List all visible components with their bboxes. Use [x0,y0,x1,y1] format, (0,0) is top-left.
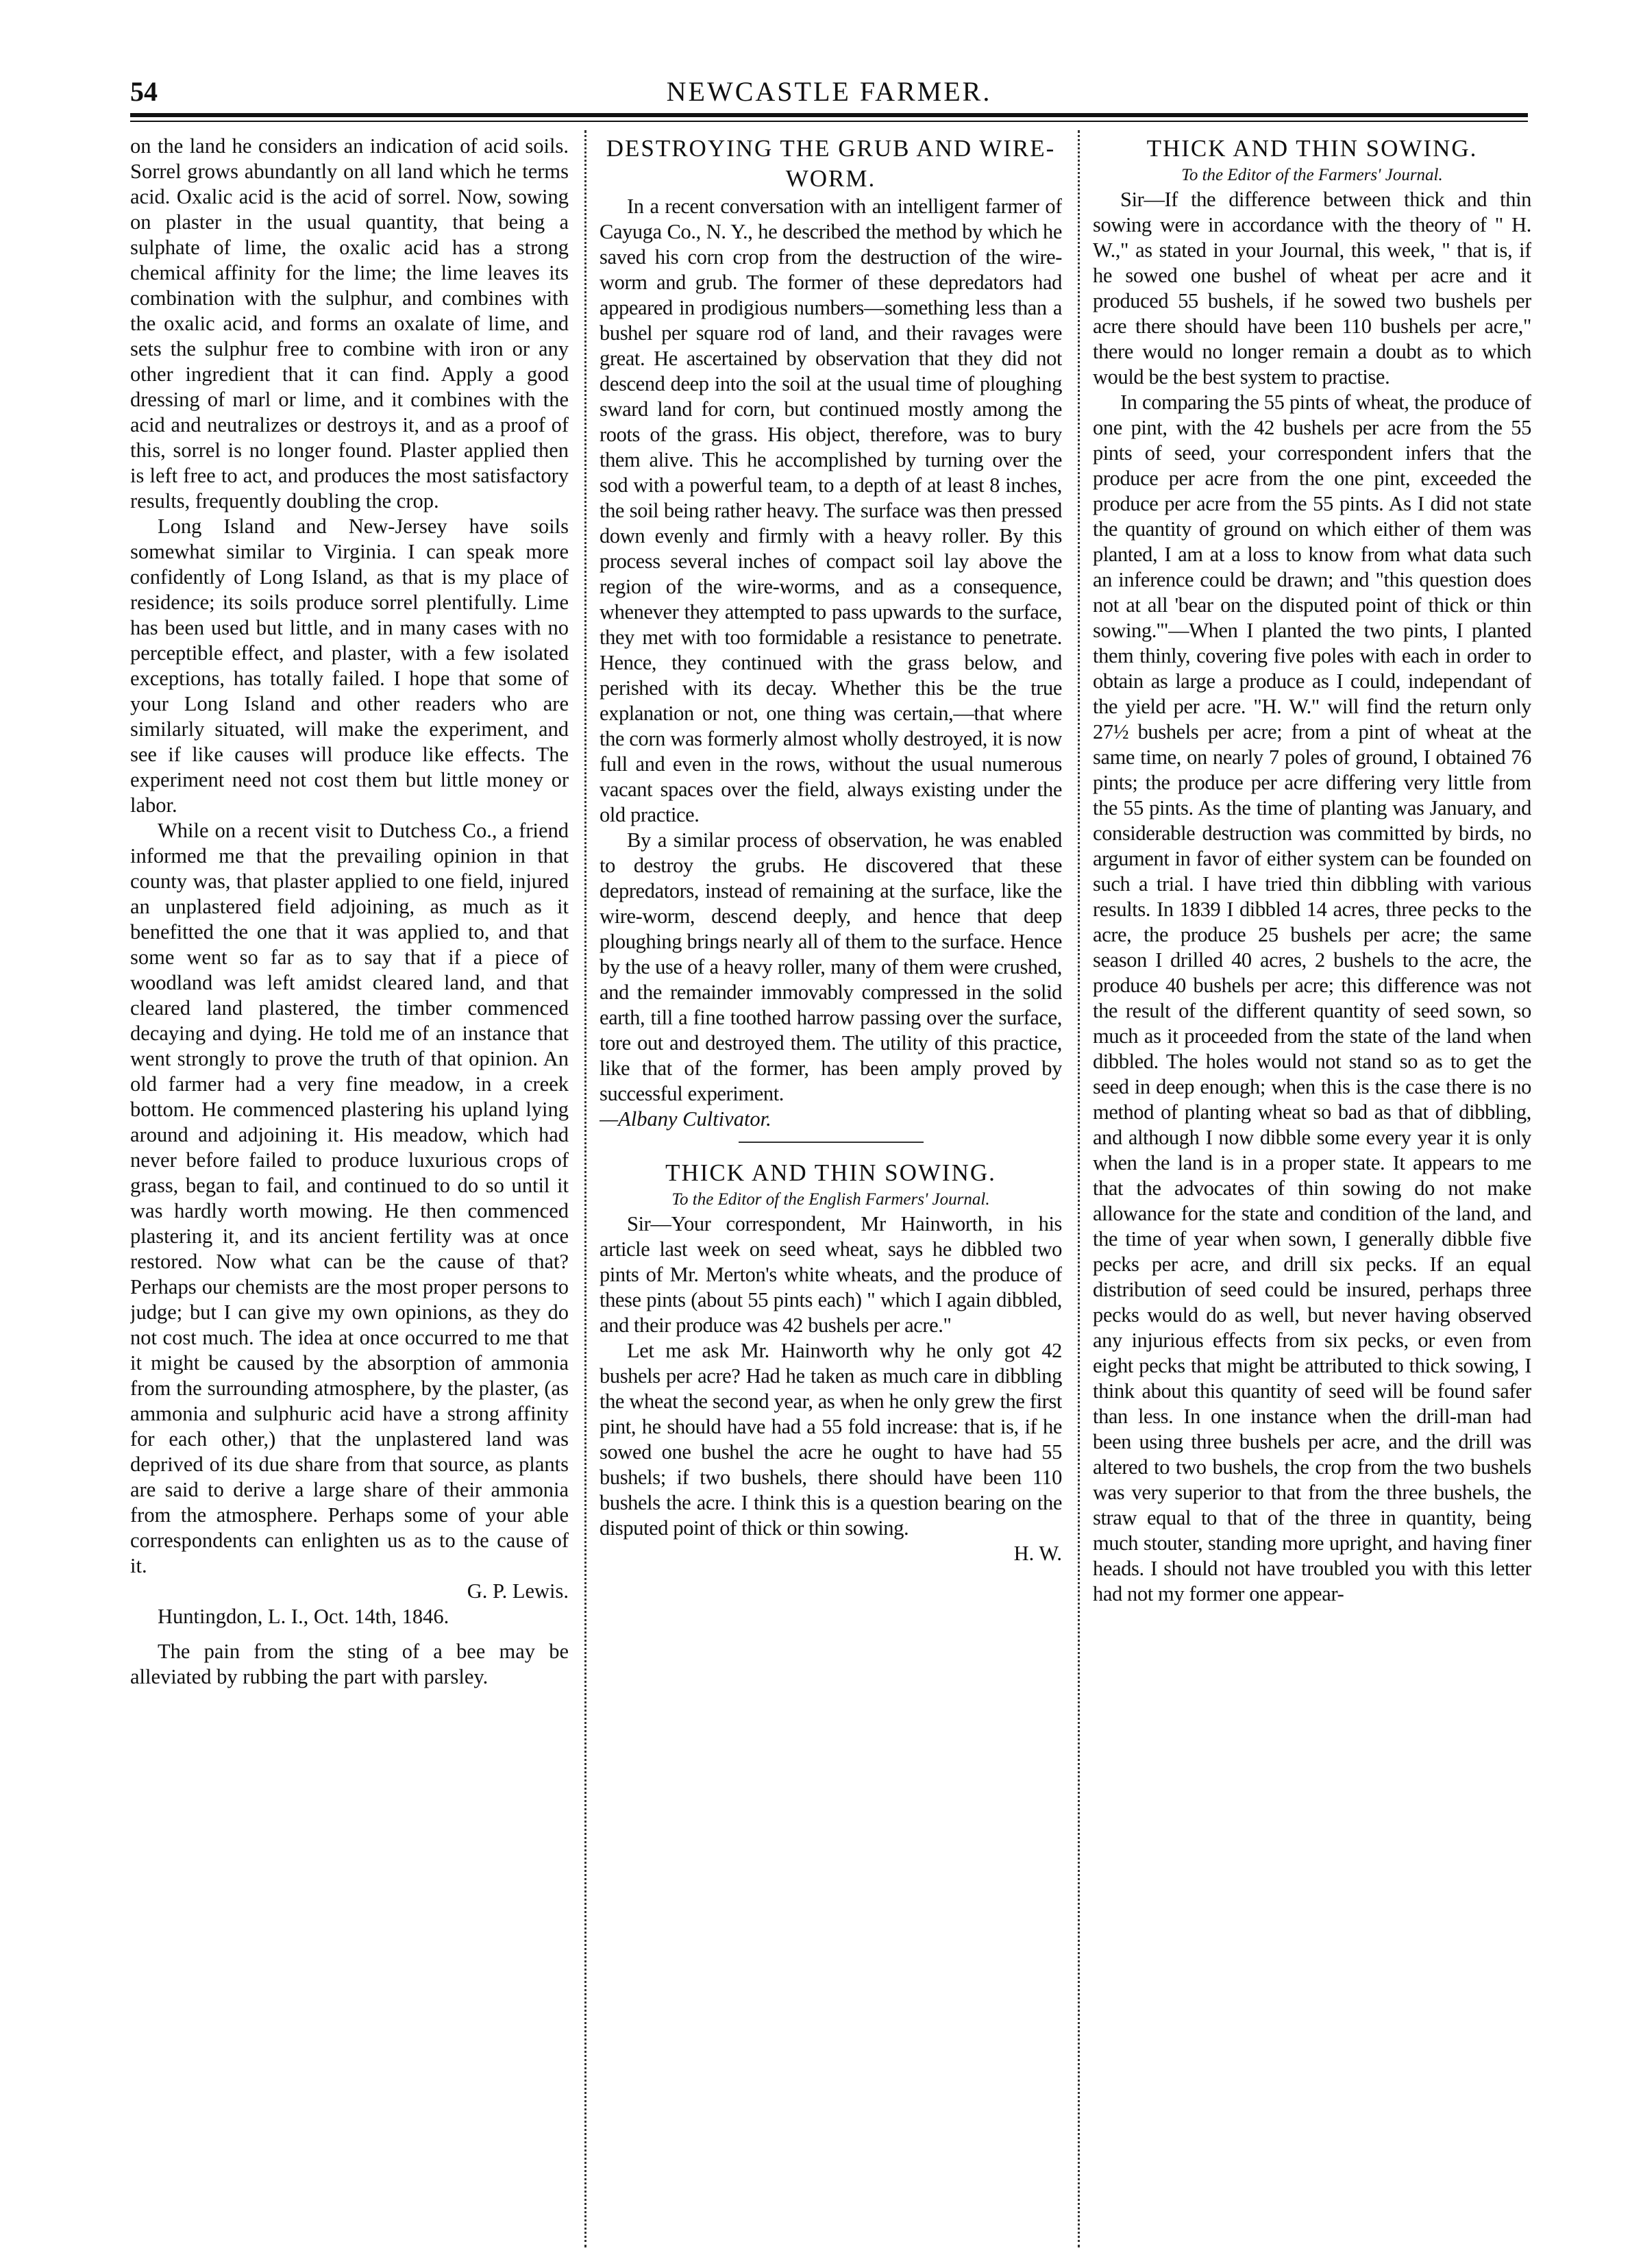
column-2 [600,134,1062,2244]
author-signature: G. P. Lewis. [467,1579,569,1603]
signature-line [600,1541,1062,1566]
paragraph: Sir—Your correspondent, Mr Hainworth, in his article last week on seed wheat, says he dibbled two pints of Mr. Merton's white wheats, and the produce of these pints (about 55 pints each) " which I again dibbled, and their produce was 42 bushels per acre." [600,1212,1062,1337]
paragraph: In a recent conversation with an intelligent farmer of Cayuga Co., N. Y., he described the method by which he saved his corn crop from the destruction of the wire-worm and grub. The former of these depredators had appeared in prodigious numbers—something less than a bushel per square rod of land, and their ravages were great. He ascertained by observation that they did not descend deep into the soil at the usual time of ploughing sward land for corn, but continued mostly among the roots of the grass. His object, therefore, was to bury them alive. This he accomplished by turning over the sod with a powerful team, to a depth of at least 8 inches, the soil being rather heavy. The surface was then pressed down evenly and firmly with a heavy roller. By this process several inches of compact soil lay above the region of the wire-worms, and as a consequence, whenever they attempted to pass upwards to the surface, they met with too formidable a resistance to penetrate. Hence, they continued with the grass below, and perished with its decay. Whether this be the true explanation or not, one thing was certain,—that where the corn was formerly almost wholly destroyed, it is now full and even in the rows, without the usual numerous vacant spaces over the field, always existing under the old practice. [600,195,1062,826]
newspaper-title: NEWCASTLE FARMER. [666,76,992,107]
article-separator [739,1142,924,1143]
paragraph: Sir—If the difference between thick and thin sowing were in accordance with the theory of " H. W.," as stated in your Journal, this week, " that is, if he sowed one bushel of wheat per acre and it produced 55 bushels, if he sowed two bushels per acre there should have been 110 bushels per acre," there would no longer remain a doubt as to which would be the best system to practise. [1093,188,1531,389]
article-subheading: To the Editor of the English Farmers' Journal. [671,1190,990,1209]
column-3 [1093,134,1531,2244]
paragraph: The pain from the sting of a bee may be alleviated by rubbing the part with parsley. [130,1640,569,1688]
author-signature: H. W. [1013,1542,1062,1565]
source-credit: —Albany Cultivator. [600,1107,771,1131]
column-divider-2 [1078,130,1080,2247]
dateline: Huntingdon, L. I., Oct. 14th, 1846. [158,1605,449,1628]
header-rule-thick [130,113,1528,117]
spacer [130,1629,569,1639]
paragraph: on the land he considers an indication of acid soils. Sorrel grows abundantly on all land which he terms acid. Oxalic acid is the acid of sorrel. Now, sowing on plaster in the usual quantity, that being a sulphate of lime, the oxalic acid has a strong chemical affinity for the lime; the lime leaves its combination with the sulphur, and combines with the oxalic acid, and forms an oxalate of lime, and sets the sulphur free to combine with iron or any other ingredient that it can find. Apply a good dressing of marl or lime, and it combines with the acid and neutralizes or destroys it, and as a proof of this, sorrel is no longer found. Plaster applied then is left free to act, and produces the most satisfactory results, frequently doubling the crop. [130,134,569,513]
article-heading: THICK AND THIN SOWING. [665,1159,996,1186]
page-number: 54 [130,76,158,107]
signature-line [130,1579,569,1604]
paragraph: Long Island and New-Jersey have soils somewhat similar to Virginia. I can speak more confidently of Long Island, as that is my place of residence; its soils produce sorrel plentifully. Lime has been used but little, and in many cases with no perceptible effect, and plaster, with a few isolated exceptions, has totally failed. I hope that some of your Long Island and other readers who are similarly situated, will make the experiment, and see if like causes will produce like effects. The experiment need not cost them but little money or labor. [130,515,569,817]
column-1 [130,134,569,2244]
article-heading: DESTROYING THE GRUB AND WIRE-WORM. [606,135,1056,192]
column-divider-1 [584,130,586,2247]
article-heading: THICK AND THIN SOWING. [1146,135,1478,162]
paragraph: While on a recent visit to Dutchess Co., a friend informed me that the prevailing opinion in that county was, that plaster applied to one field, injured an unplastered field adjoining, as much as it benefitted the one that it was applied to, and that some went so far as to say that if a piece of woodland was left amidst cleared land, and that cleared land plastered, the timber commenced decaying and dying. He told me of an instance that went strongly to prove the truth of that opinion. An old farmer had a very fine meadow, in a creek bottom. He commenced plastering his upland lying around and adjoining it. His meadow, which had never before failed to produce luxurious crops of grass, began to fail, and continued to do so until it was hardly worth mowing. He then commenced plastering it, and its ancient fertility was at once restored. Now what can be the cause of that? Perhaps our chemists are the most proper persons to judge; but I can give my own opinions, as they do not cost much. The idea at once occurred to me that it might be caused by the absorption of ammonia from the surrounding atmosphere, by the plaster, (as ammonia and sulphuric acid have a strong affinity for each other,) that the unplastered land was deprived of its due share from that source, as plants are said to derive a large share of their ammonia from the atmosphere. Perhaps some of your able correspondents can enlighten us as to the cause of it. [130,819,569,1577]
paragraph: By a similar process of observation, he was enabled to destroy the grubs. He discovered that these depredators, instead of remaining at the surface, like the wire-worm, descend deeply, and hence that deep ploughing brings nearly all of them to the surface. Hence by the use of a heavy roller, many of them were crushed, and the remainder immovably compressed in the solid earth, till a fine toothed harrow passing over the surface, tore out and destroyed them. The utility of this practice, like that of the former, has been amply proved by successful experiment. [600,828,1062,1105]
paragraph: Let me ask Mr. Hainworth why he only got 42 bushels per acre? Had he taken as much care in dibbling the wheat the second year, as when he only grew the first pint, he should have had a 55 fold increase: that is, if he sowed one bushel the acre he ought to have had 55 bushels; if two bushels, there should have been 110 bushels the acre. I think this is a question bearing on the disputed point of thick or thin sowing. [600,1339,1062,1540]
paragraph: In comparing the 55 pints of wheat, the produce of one pint, with the 42 bushels per acre from the 55 pints of seed, your correspondent infers that the produce per acre from the one pint, exceeded the produce per acre from the 55 pints. As I did not state the quantity of ground on which either of them was planted, I am at a loss to know from what data such an inference could be drawn; and "this question does not at all 'bear on the disputed point of thick or thin sowing.'"—When I planted the two pints, I planted them thinly, covering five poles with each in order to obtain as large a produce as I could, independant of the yield per acre. "H. W." will find the return only 27½ bushels per acre; from a pint of wheat at the same time, on nearly 7 poles of ground, I obtained 76 pints; the produce per acre differing very little from the 55 pints. As the time of planting was January, and considerable destruction was committed by birds, no argument in favor of either system can be founded on such a trial. I have tried thin dibbling with various results. In 1839 I dibbled 14 acres, three pecks to the acre, the produce 25 bushels per acre; the same season I drilled 40 acres, 2 bushels to the acre, the produce 40 bushels per acre; this difference was not the result of the different quantity of seed sown, so much as it proceeded from the state of the land when dibbled. The holes would not stand so as to get the seed in deep enough; when this is the case there is no method of planting wheat so bad as that of dibbling, and although I now dibble some every year it is only when the land is in a proper state. It appears to me that the advocates of thin sowing do not make allowance for the state and condition of the land, and the time of year when sown, I generally dibble five pecks per acre, and drill six pecks. If an equal distribution of seed could be insured, perhaps three pecks would do as well, but never having observed any injurious effects from six pecks, or even from eight pecks that might be attributed to thick sowing, I think about this quantity of seed will be found safer than less. In one instance when the drill-man had been using three bushels per acre, and the drill was altered to two bushels, the crop from the two bushels was very superior to that from the three bushels, the straw equal to that of the three in quantity, being much stouter, standing more upright, and having finer heads. I should not have troubled you with this letter had not my former one appear- [1093,391,1531,1605]
article-subheading: To the Editor of the Farmers' Journal. [1181,166,1443,184]
header-rule-thin [130,121,1528,122]
page-header [130,69,1528,110]
